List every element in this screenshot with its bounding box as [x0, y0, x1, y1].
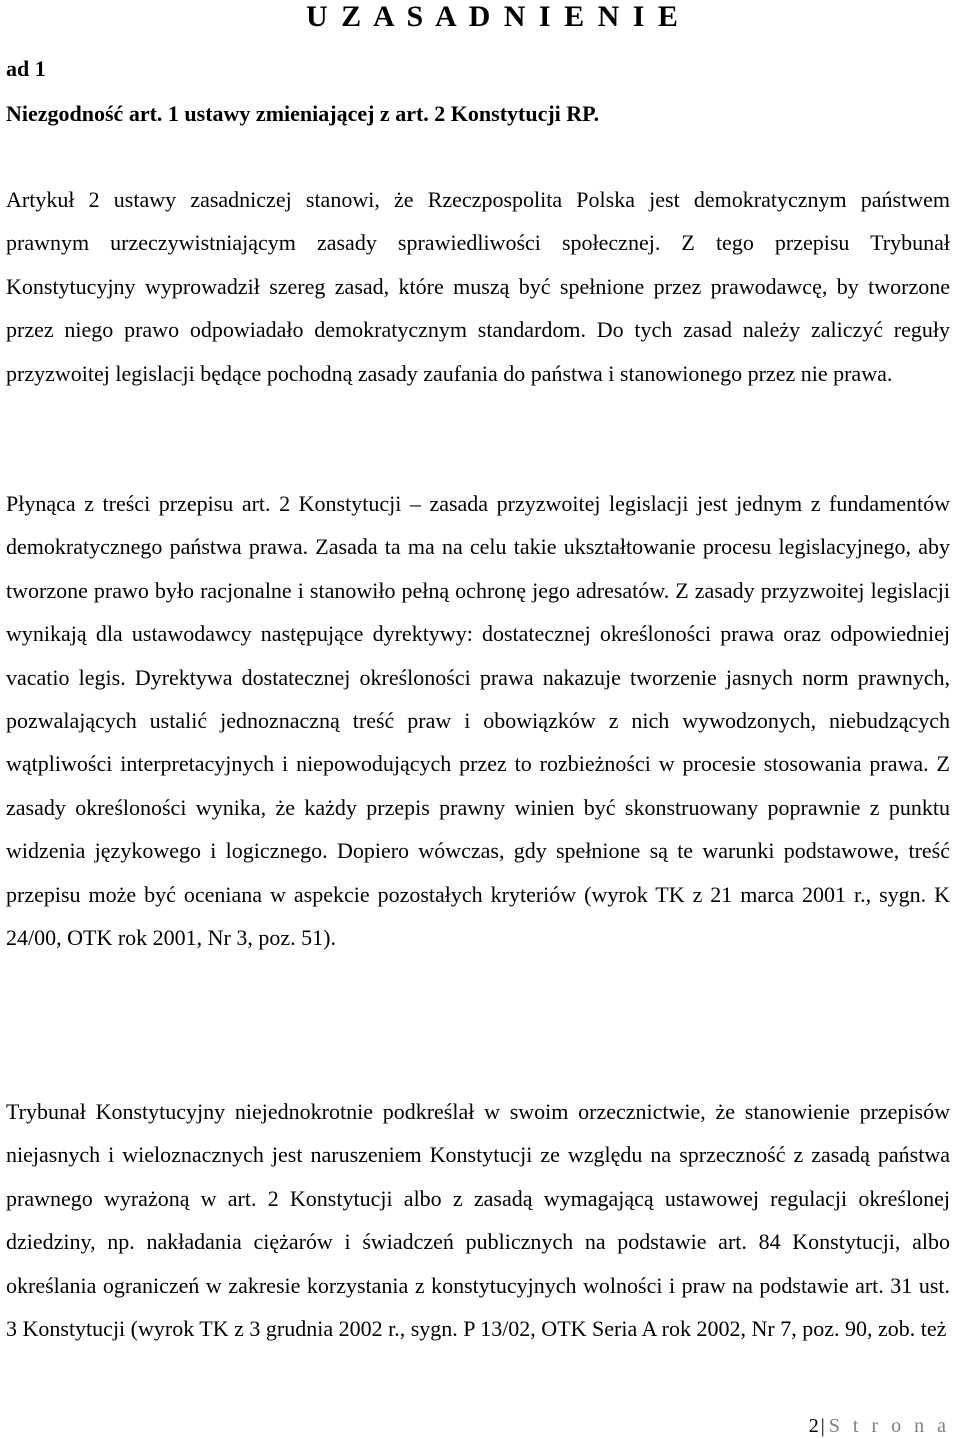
body-paragraph: Płynąca z treści przepisu art. 2 Konstytucji – zasada przyzwoitej legislacji jest jednym z fundamentów demokratycznego państwa prawa. Zasada ta ma na celu takie ukształtowanie procesu legislacyjnego, aby tworzone prawo było racjonalne i stanowiło pełną ochronę jego adresatów. Z zasady przyzwoitej legislacji wynikają dla ustawodawcy następujące dyrektywy: dostatecznej określoności prawa oraz odpowiedniej vacatio legis. Dyrektywa dostatecznej określoności prawa nakazuje tworzenie jasnych norm prawnych, pozwalających ustalić jednoznaczną treść praw i obowiązków z nich wywodzonych, niebudzących wątpliwości interpretacyjnych i niepowodujących przez to rozbieżności w procesie stosowania prawa. Z zasady określoności wynika, że każdy przepis prawny winien być skonstruowany poprawnie z punktu widzenia językowego i logicznego. Dopiero wówczas, gdy spełnione są te warunki podstawowe, treść przepisu może być oceniana w aspekcie pozostałych kryteriów (wyrok TK z 21 marca 2001 r., sygn. K 24/00, OTK rok 2001, Nr 3, poz. 51).	[6, 491, 950, 951]
body-paragraph: Artykuł 2 ustawy zasadniczej stanowi, że Rzeczpospolita Polska jest demokratycznym państwem prawnym urzeczywistniającym zasady sprawiedliwości społecznej. Z tego przepisu Trybunał Konstytucyjny wyprowadził szereg zasad, które muszą być spełnione przez prawodawcę, by tworzone przez niego prawo odpowiadało demokratycznym standardom. Do tych zasad należy zaliczyć reguły przyzwoitej legislacji będące pochodną zasady zaufania do państwa i stanowionego przez nie prawa.	[6, 187, 950, 386]
body-paragraph: Trybunał Konstytucyjny niejednokrotnie podkreślał w swoim orzecznictwie, że stanowienie przepisów niejasnych i wieloznacznych jest naruszeniem Konstytucji ze względu na sprzeczność z zasadą państwa prawnego wyrażoną w art. 2 Konstytucji albo z zasadą wymagającą ustawowej regulacji określonej dziedziny, np. nakładania ciężarów i świadczeń publicznych na podstawie art. 84 Konstytucji, albo określania ograniczeń w zakresie korzystania z konstytucyjnych wolności i praw na podstawie art. 31 ust. 3 Konstytucji (wyrok TK z 3 grudnia 2002 r., sygn. P 13/02, OTK Seria A rok 2002, Nr 7, poz. 90, zob. też	[6, 1099, 950, 1342]
page-footer	[809, 1414, 950, 1438]
footer-page-label: S t r o n a	[828, 1415, 950, 1437]
section-heading: Niezgodność art. 1 ustawy zmieniającej z art. 2 Konstytucji RP.	[6, 101, 600, 126]
footer-separator: |	[820, 1415, 825, 1437]
page-number: 2	[808, 1415, 819, 1437]
document-title: U Z A S A D N I E N I E	[306, 0, 681, 33]
section-label: ad 1	[6, 56, 46, 81]
